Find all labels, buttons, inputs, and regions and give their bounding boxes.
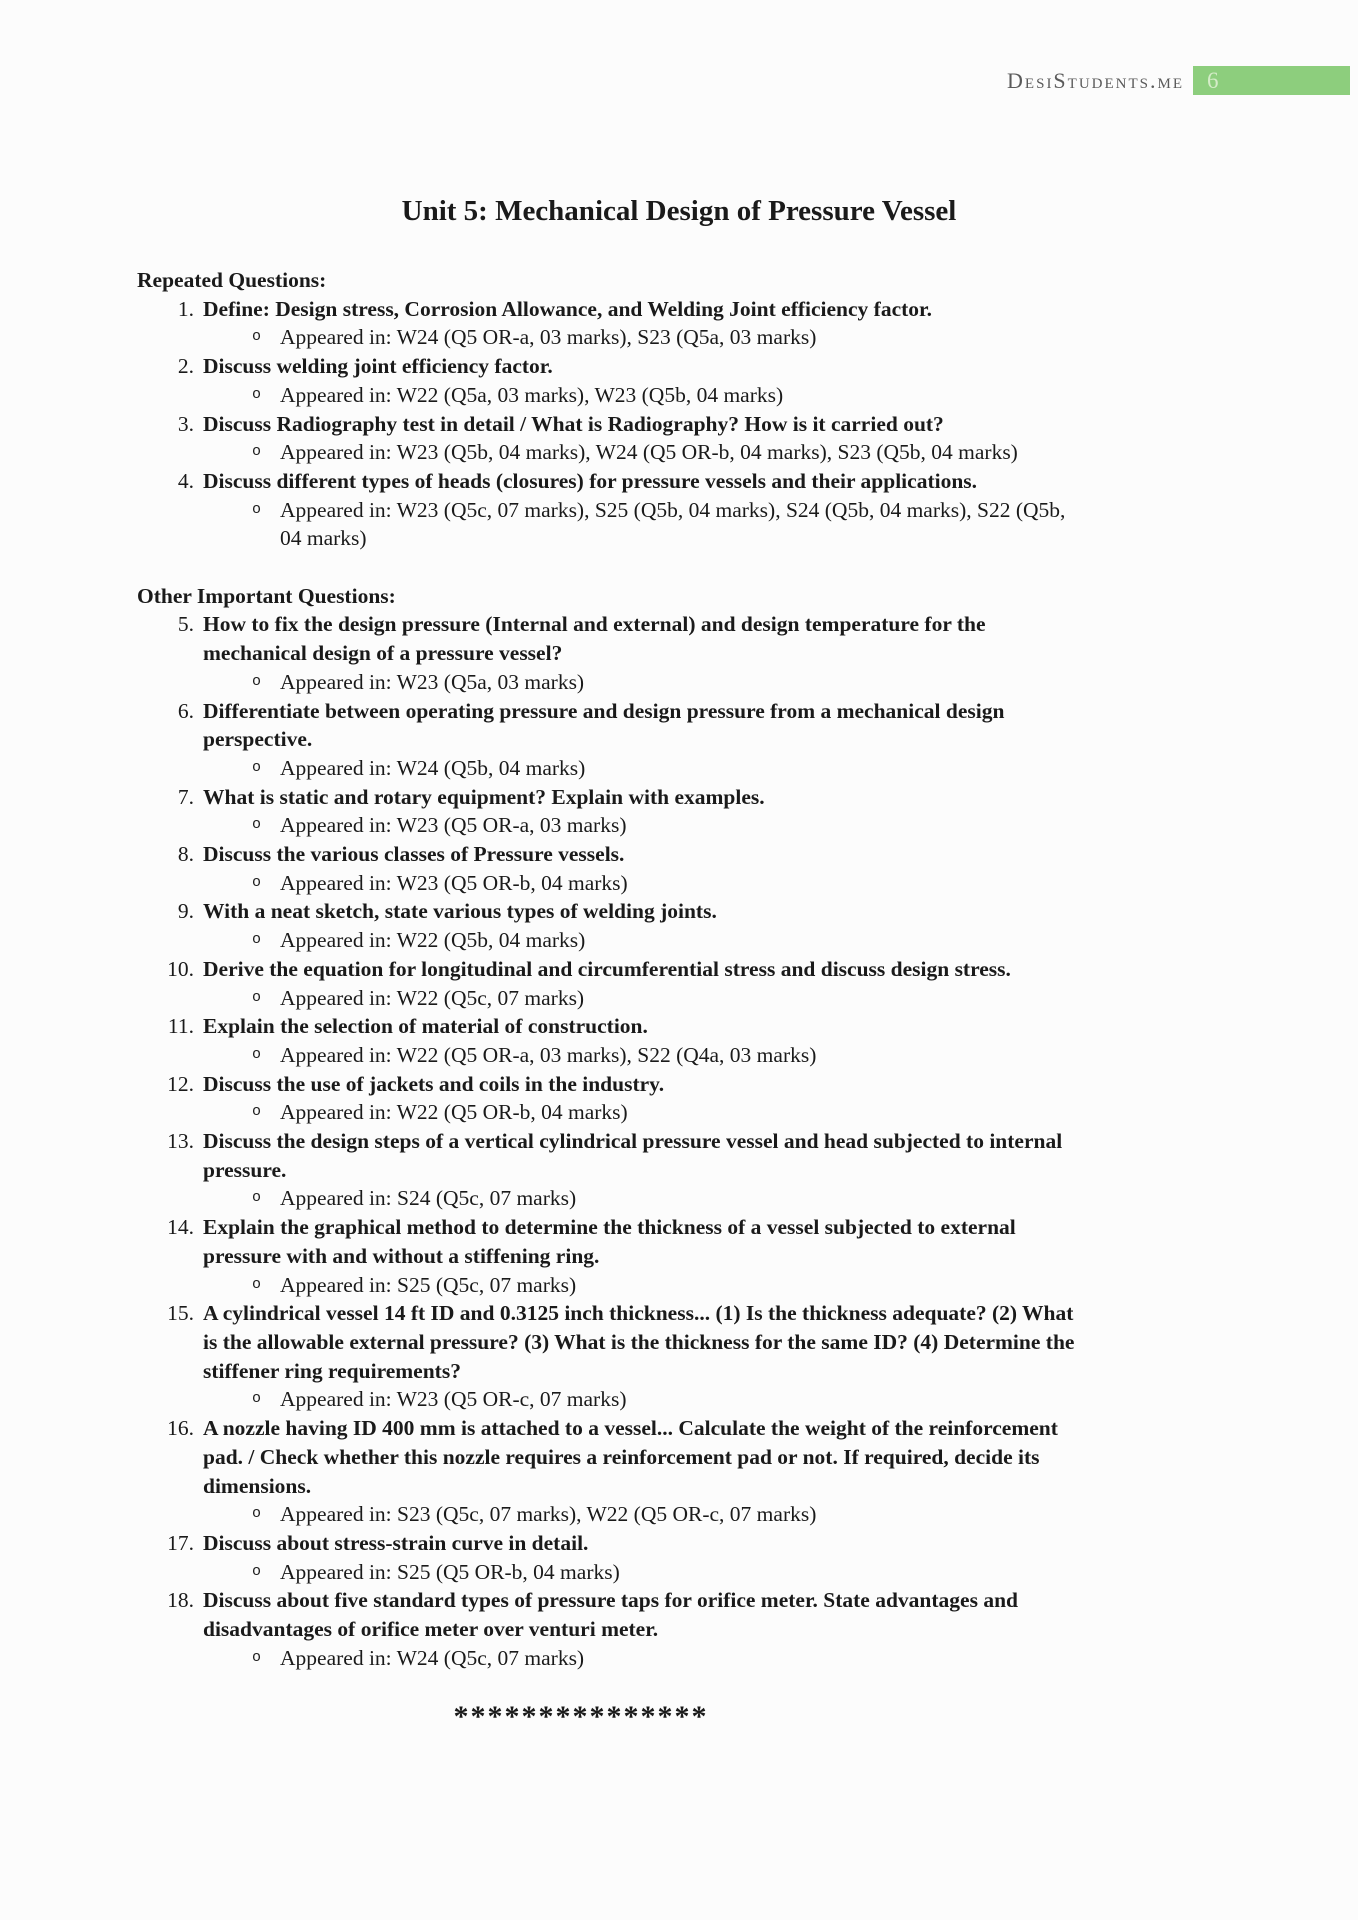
circle-bullet-icon: o xyxy=(252,1045,262,1063)
appearance-text: Appeared in: W24 (Q5b, 04 marks) xyxy=(280,755,586,780)
appearance-line xyxy=(203,1644,1087,1673)
question-item xyxy=(137,610,1087,696)
question-body xyxy=(203,1213,1087,1299)
question-number: 7. xyxy=(177,784,194,809)
appearance-line xyxy=(203,926,1087,955)
circle-bullet-icon: o xyxy=(252,1275,262,1293)
appearance-text: Appeared in: W23 (Q5 OR-a, 03 marks) xyxy=(280,813,627,838)
page-number: 6 xyxy=(1207,68,1219,93)
circle-bullet-icon: o xyxy=(252,1505,262,1523)
question-text: Discuss about stress-strain curve in detail. xyxy=(203,1530,589,1555)
question-item xyxy=(137,1299,1087,1414)
question-text: Discuss the use of jackets and coils in the industry. xyxy=(203,1071,665,1096)
question-sections xyxy=(137,266,1087,1672)
question-body xyxy=(203,410,1087,467)
circle-bullet-icon: o xyxy=(252,1648,262,1666)
question-text: Explain the selection of material of construction. xyxy=(203,1014,648,1039)
circle-bullet-icon: o xyxy=(252,1103,262,1121)
question-body xyxy=(203,783,1087,840)
question-text: Discuss Radiography test in detail / What is Radiography? How is it carried out? xyxy=(203,411,944,436)
question-number: 3. xyxy=(177,411,194,436)
question-text: Differentiate between operating pressure and design pressure from a mechanical design perspective. xyxy=(203,698,1005,752)
circle-bullet-icon: o xyxy=(252,443,262,461)
appearance-line xyxy=(203,381,1087,410)
question-list xyxy=(137,295,1087,553)
question-number: 11. xyxy=(167,1014,194,1039)
circle-bullet-icon: o xyxy=(252,672,262,690)
question-text: Discuss the various classes of Pressure vessels. xyxy=(203,842,625,867)
question-body xyxy=(203,352,1087,409)
question-body xyxy=(203,1299,1087,1414)
appearance-text: Appeared in: W24 (Q5c, 07 marks) xyxy=(280,1645,585,1670)
circle-bullet-icon: o xyxy=(252,931,262,949)
question-number: 13. xyxy=(167,1129,194,1154)
question-number: 6. xyxy=(177,698,194,723)
question-item xyxy=(137,1586,1087,1672)
question-item xyxy=(137,897,1087,954)
appearance-text: Appeared in: W23 (Q5a, 03 marks) xyxy=(280,669,585,694)
appearance-text: Appeared in: W22 (Q5 OR-b, 04 marks) xyxy=(280,1100,628,1125)
question-number: 14. xyxy=(167,1215,194,1240)
circle-bullet-icon: o xyxy=(252,988,262,1006)
question-body xyxy=(203,1012,1087,1069)
appearance-line xyxy=(203,1385,1087,1414)
appearance-text: Appeared in: W22 (Q5c, 07 marks) xyxy=(280,985,585,1010)
appearance-text: Appeared in: S25 (Q5 OR-b, 04 marks) xyxy=(280,1559,620,1584)
question-item xyxy=(137,1529,1087,1586)
question-body xyxy=(203,955,1087,1012)
question-body xyxy=(203,897,1087,954)
appearance-line xyxy=(203,984,1087,1013)
question-body xyxy=(203,295,1087,352)
circle-bullet-icon: o xyxy=(252,385,262,403)
appearance-text: Appeared in: S25 (Q5c, 07 marks) xyxy=(280,1272,577,1297)
question-item xyxy=(137,467,1087,553)
question-item xyxy=(137,1012,1087,1069)
appearance-line xyxy=(203,1500,1087,1529)
question-text: Discuss different types of heads (closures) for pressure vessels and their applications. xyxy=(203,468,978,493)
page-number-badge xyxy=(1193,66,1350,95)
question-list xyxy=(137,610,1087,1672)
question-body xyxy=(203,1586,1087,1672)
question-text: Discuss about five standard types of pressure taps for orifice meter. State advantages and disadvantages of orifice meter over venturi meter. xyxy=(203,1588,1018,1642)
question-item xyxy=(137,295,1087,352)
question-item xyxy=(137,1127,1087,1213)
appearance-line xyxy=(203,668,1087,697)
question-text: Discuss welding joint efficiency factor. xyxy=(203,354,553,379)
question-number: 4. xyxy=(177,468,194,493)
appearance-line xyxy=(203,1098,1087,1127)
question-body xyxy=(203,610,1087,696)
appearance-line xyxy=(203,811,1087,840)
circle-bullet-icon: o xyxy=(252,758,262,776)
appearance-line xyxy=(203,496,1087,553)
appearance-text: Appeared in: W22 (Q5 OR-a, 03 marks), S22 (Q4a, 03 marks) xyxy=(280,1042,817,1067)
section-heading: Other Important Questions: xyxy=(137,583,396,608)
appearance-text: Appeared in: S24 (Q5c, 07 marks) xyxy=(280,1186,577,1211)
circle-bullet-icon: o xyxy=(252,1189,262,1207)
page-title: Unit 5: Mechanical Design of Pressure Vessel xyxy=(401,195,957,227)
circle-bullet-icon: o xyxy=(252,328,262,346)
question-item xyxy=(137,840,1087,897)
question-item xyxy=(137,783,1087,840)
site-name: DesiStudents.me xyxy=(1007,67,1184,93)
question-section xyxy=(137,266,1087,553)
question-item xyxy=(137,410,1087,467)
question-text: With a neat sketch, state various types of welding joints. xyxy=(203,899,717,924)
question-number: 17. xyxy=(167,1530,194,1555)
question-text: A cylindrical vessel 14 ft ID and 0.3125 inch thickness... (1) Is the thickness adequate? (2) What is the allowable external pressure? (3) What is the thickness for the same ID? (4) Determine the stiffener ring requirements? xyxy=(203,1301,1075,1383)
question-body xyxy=(203,1414,1087,1529)
question-number: 16. xyxy=(167,1416,194,1441)
appearance-line xyxy=(203,1558,1087,1587)
question-body xyxy=(203,1127,1087,1213)
question-text: How to fix the design pressure (Internal and external) and design temperature for the mechanical design of a pressure vessel? xyxy=(203,612,986,666)
end-separator: *************** xyxy=(453,1700,709,1734)
appearance-text: Appeared in: W22 (Q5a, 03 marks), W23 (Q5b, 04 marks) xyxy=(280,382,784,407)
page-header xyxy=(0,0,1358,95)
question-text: A nozzle having ID 400 mm is attached to a vessel... Calculate the weight of the reinforcement pad. / Check whether this nozzle requires a reinforcement pad or not. If required, decide its dimensions. xyxy=(203,1416,1058,1498)
appearance-text: Appeared in: S23 (Q5c, 07 marks), W22 (Q5 OR-c, 07 marks) xyxy=(280,1502,817,1527)
question-number: 8. xyxy=(177,842,194,867)
question-item xyxy=(137,1414,1087,1529)
question-body xyxy=(203,1529,1087,1586)
question-text: Define: Design stress, Corrosion Allowance, and Welding Joint efficiency factor. xyxy=(203,296,932,321)
question-section xyxy=(137,582,1087,1673)
circle-bullet-icon: o xyxy=(252,1390,262,1408)
question-number: 2. xyxy=(177,354,194,379)
question-text: Discuss the design steps of a vertical cylindrical pressure vessel and head subjected to internal pressure. xyxy=(203,1129,1063,1182)
question-item xyxy=(137,352,1087,409)
appearance-text: Appeared in: W23 (Q5 OR-b, 04 marks) xyxy=(280,870,628,895)
question-body xyxy=(203,1070,1087,1127)
question-body xyxy=(203,697,1087,783)
question-number: 18. xyxy=(167,1588,194,1613)
section-heading: Repeated Questions: xyxy=(137,268,327,292)
question-item xyxy=(137,697,1087,783)
appearance-line xyxy=(203,754,1087,783)
question-text: Explain the graphical method to determine the thickness of a vessel subjected to external pressure with and without a stiffening ring. xyxy=(203,1215,1016,1268)
question-number: 1. xyxy=(177,296,194,321)
question-number: 5. xyxy=(177,612,194,637)
appearance-text: Appeared in: W24 (Q5 OR-a, 03 marks), S23 (Q5a, 03 marks) xyxy=(280,325,817,350)
appearance-line xyxy=(203,1041,1087,1070)
question-number: 9. xyxy=(177,899,194,924)
appearance-text: Appeared in: W22 (Q5b, 04 marks) xyxy=(280,928,586,953)
question-number: 12. xyxy=(167,1071,194,1096)
question-item xyxy=(137,955,1087,1012)
question-number: 15. xyxy=(167,1301,194,1326)
question-number: 10. xyxy=(167,956,194,981)
appearance-line xyxy=(203,438,1087,467)
question-body xyxy=(203,467,1087,553)
appearance-line xyxy=(203,323,1087,352)
appearance-line xyxy=(203,869,1087,898)
circle-bullet-icon: o xyxy=(252,500,262,518)
question-item xyxy=(137,1070,1087,1127)
circle-bullet-icon: o xyxy=(252,1562,262,1580)
appearance-line xyxy=(203,1184,1087,1213)
circle-bullet-icon: o xyxy=(252,873,262,891)
question-text: Derive the equation for longitudinal and circumferential stress and discuss design stress. xyxy=(203,956,1011,981)
document-content xyxy=(137,192,1221,1732)
question-item xyxy=(137,1213,1087,1299)
circle-bullet-icon: o xyxy=(252,816,262,834)
appearance-text: Appeared in: W23 (Q5b, 04 marks), W24 (Q5 OR-b, 04 marks), S23 (Q5b, 04 marks) xyxy=(280,440,1018,465)
question-body xyxy=(203,840,1087,897)
question-text: What is static and rotary equipment? Explain with examples. xyxy=(203,784,765,809)
appearance-text: Appeared in: W23 (Q5c, 07 marks), S25 (Q5b, 04 marks), S24 (Q5b, 04 marks), S22 (Q5b, 04 marks) xyxy=(280,497,1066,551)
appearance-line xyxy=(203,1271,1087,1300)
appearance-text: Appeared in: W23 (Q5 OR-c, 07 marks) xyxy=(280,1387,627,1412)
